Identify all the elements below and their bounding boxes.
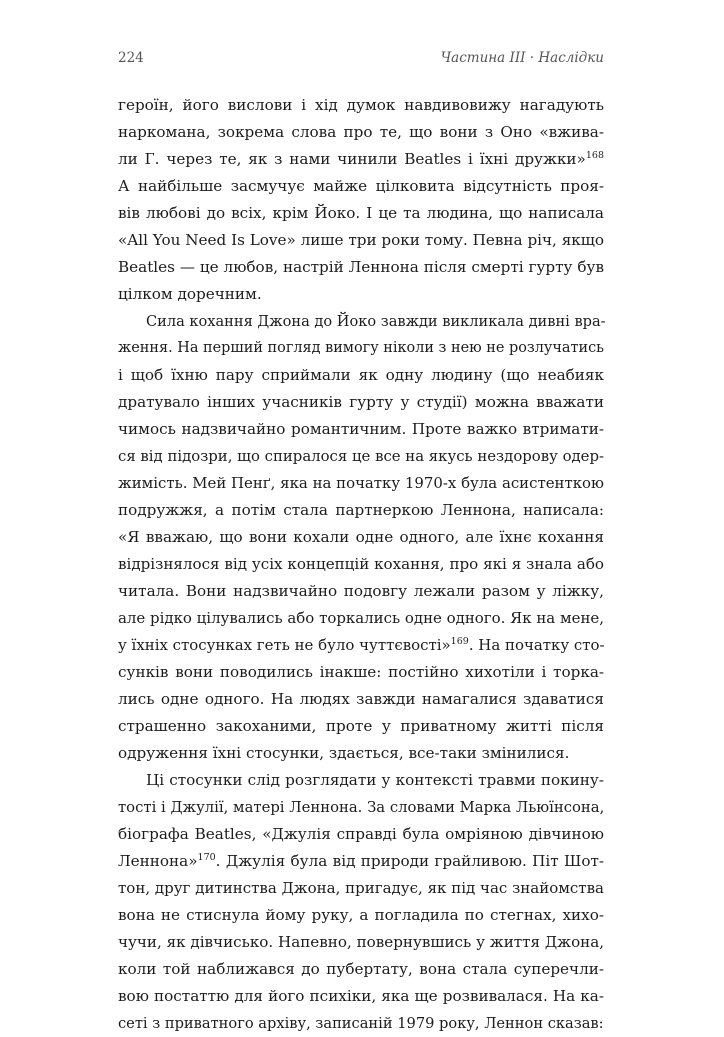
text-line	[118, 659, 604, 686]
text-line	[118, 929, 604, 956]
line-text: але рідко цілувались або торкались одне одного. Як на мене,	[118, 609, 604, 627]
text-line	[118, 524, 604, 551]
text-line	[118, 308, 604, 335]
line-text: вона не стиснула йому руку, а погладила по стегнах, хихо-	[118, 906, 604, 924]
line-text: у їхніх стосунках геть не було чуттєвості»	[118, 636, 451, 654]
text-line	[118, 767, 604, 794]
line-text: ження. На перший погляд вимогу ніколи з нею не розлучатись	[118, 340, 604, 356]
text-line	[118, 119, 604, 146]
text-line	[118, 686, 604, 713]
text-line	[118, 956, 604, 983]
line-text: Сила кохання Джона до Йоко завжди викликала дивні вра-	[146, 313, 606, 330]
running-header	[118, 50, 604, 70]
text-line	[118, 389, 604, 416]
line-text: читала. Вони надзвичайно подовгу лежали разом у ліжку,	[118, 582, 604, 600]
line-text: «Я вважаю, що вони кохали одне одного, але їхнє кохання	[118, 528, 604, 546]
footnote-marker: 169	[450, 636, 469, 647]
line-text: вою постаттю для його психіки, яка ще розвивалася. На ка-	[118, 987, 604, 1005]
text-line	[118, 254, 604, 281]
line-text-continued: . Джулія була від природи грайливою. Піт Шот-	[215, 852, 604, 870]
line-text-continued: . На початку сто-	[468, 636, 605, 654]
line-text: ли Г. через те, як з нами чинили Beatles і їхні дружки»	[118, 150, 586, 168]
line-text: тості і Джулії, матері Леннона. За словами Марка Льюїнсона,	[118, 799, 605, 816]
text-line	[118, 443, 604, 470]
line-text: тон, друг дитинства Джона, пригадує, як під час знайомства	[118, 879, 604, 897]
text-line	[118, 416, 604, 443]
line-text: біографа Beatles, «Джулія справді була омріяною дівчиною	[118, 825, 604, 843]
line-text: сеті з приватного архіву, записаній 1979 року, Леннон сказав:	[118, 1015, 604, 1032]
text-line	[118, 875, 604, 902]
text-line	[118, 794, 604, 821]
line-text: вів любові до всіх, крім Йоко. І це та людина, що написала	[118, 204, 604, 222]
line-text: А найбільше засмучує майже цілковита відсутність проя-	[118, 177, 604, 195]
text-line	[118, 173, 604, 200]
line-text: Ці стосунки слід розглядати у контексті травми покину-	[146, 771, 604, 789]
line-text: дратувало інших учасників гурту у студії) можна вважати	[118, 393, 604, 411]
section-title: Частина III · Наслідки	[440, 50, 604, 66]
line-text: Леннона»	[118, 852, 198, 870]
line-text: лись одне одного. На людях завжди намагалися здаватися	[118, 690, 604, 708]
line-text: і щоб їхню пару сприймали як одну людину (що неабияк	[118, 366, 604, 384]
text-line	[118, 578, 604, 605]
line-text: ся від підозри, що спиралося це все на якусь нездорову одер-	[118, 447, 604, 465]
body-text	[118, 92, 604, 1037]
text-line	[118, 227, 604, 254]
text-line	[118, 497, 604, 524]
line-text: Beatles — це любов, настрій Леннона після смерті гурту був	[118, 258, 604, 276]
text-line	[118, 281, 604, 308]
line-text: «All You Need Is Love» лише три роки тому. Певна річ, якщо	[118, 231, 605, 249]
text-line	[118, 713, 604, 740]
text-line	[118, 146, 604, 173]
page-number: 224	[118, 50, 144, 66]
text-line	[118, 740, 604, 767]
line-text: відрізнялося від усіх концепцій кохання, про які я знала або	[118, 555, 604, 573]
line-text: чимось надзвичайно романтичним. Проте важко втримати-	[118, 420, 604, 438]
text-line	[118, 92, 604, 119]
text-line	[118, 848, 604, 875]
text-line	[118, 362, 604, 389]
line-text: наркомана, зокрема слова про те, що вони з Оно «вжива-	[118, 123, 604, 141]
line-text: подружжя, а потім стала партнеркою Леннона, написала:	[118, 501, 604, 519]
text-line	[118, 470, 604, 497]
text-line	[118, 821, 604, 848]
line-text: цілком доречним.	[118, 285, 262, 303]
line-text: жимість. Мей Пенґ, яка на початку 1970-х була асистенткою	[118, 474, 604, 492]
line-text: сунків вони поводились інакше: постійно хихотіли і торка-	[118, 663, 604, 681]
line-text: чучи, як дівчисько. Напевно, повернувшись у життя Джона,	[118, 933, 605, 951]
text-line	[118, 335, 604, 362]
text-line	[118, 983, 604, 1010]
line-text: героїн, його вислови і хід думок навдивовижу нагадують	[118, 96, 604, 114]
text-line	[118, 605, 604, 632]
text-line	[118, 632, 604, 659]
text-line	[118, 902, 604, 929]
footnote-marker: 168	[585, 150, 604, 161]
line-text: коли той наближався до пубертату, вона стала суперечли-	[118, 960, 604, 978]
line-text: одруження їхні стосунки, здається, все-таки змінилися.	[118, 744, 570, 762]
footnote-marker: 170	[197, 852, 216, 863]
line-text: страшенно закоханими, проте у приватному житті після	[118, 717, 604, 735]
text-line	[118, 200, 604, 227]
text-line	[118, 551, 604, 578]
